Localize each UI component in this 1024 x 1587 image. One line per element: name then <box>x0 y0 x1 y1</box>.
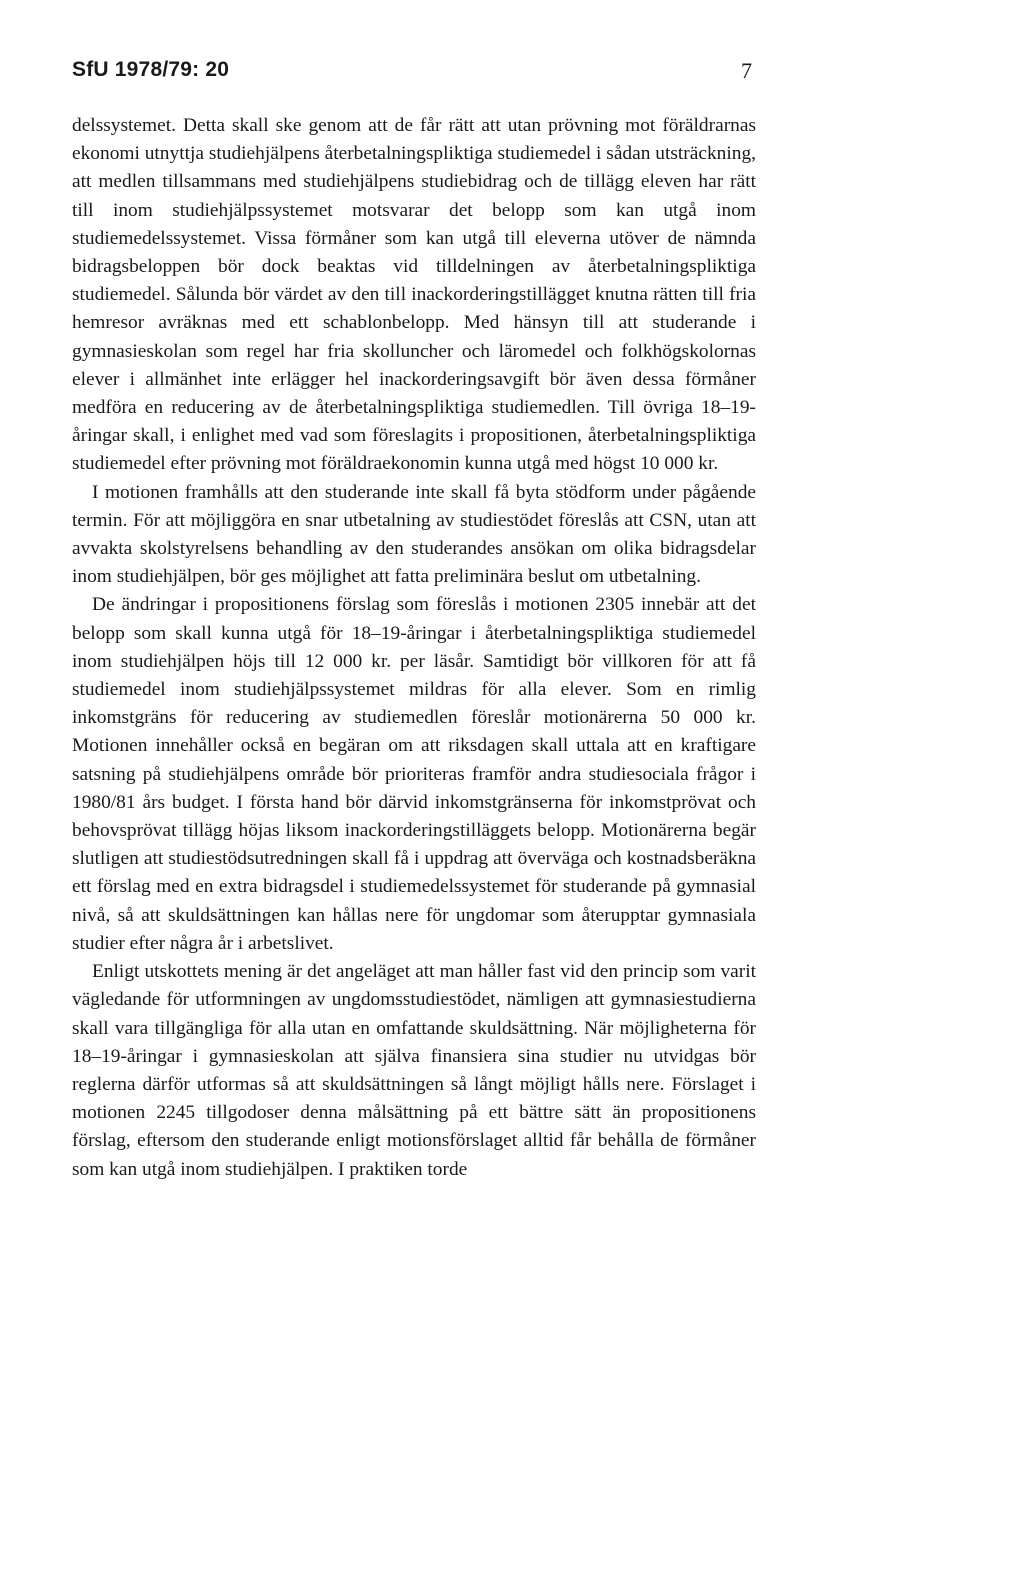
body-text <box>72 112 756 1184</box>
page-header <box>72 58 752 90</box>
document-reference: SfU 1978/79: 20 <box>72 58 230 81</box>
page-number: 7 <box>741 58 752 83</box>
paragraph: De ändringar i propositionens förslag som föreslås i motionen 2305 innebär att det belopp som skall kunna utgå för 18–19-åringar i återbetalningspliktiga studiemedel inom studiehjälpen höjs till 12 000 kr. per läsår. Samtidigt bör villkoren för att få studiemedel inom studiehjälpssystemet mildras för alla elever. Som en rimlig inkomstgräns för reducering av studiemedlen föreslår motionärerna 50 000 kr. Motionen innehåller också en begäran om att riksdagen skall uttala att en kraftigare satsning på studiehjälpens område bör prioriteras framför andra studiesociala frågor i 1980/81 års budget. I första hand bör därvid inkomstgränserna för inkomstprövat och behovsprövat tillägg höjas liksom inackorderingstilläggets belopp. Motionärerna begär slutligen att studiestödsutredningen skall få i uppdrag att överväga och kostnadsberäkna ett förslag med en extra bidragsdel i studiemedelssystemet för studerande på gymnasial nivå, så att skuldsättningen kan hållas nere för ungdomar som återupptar gymnasiala studier efter några år i arbetslivet. <box>72 594 756 954</box>
paragraph: I motionen framhålls att den studerande inte skall få byta stödform under pågående termin. För att möjliggöra en snar utbetalning av studiestödet föreslås att CSN, utan att avvakta skolstyrelsens behandling av den studerandes ansökan om olika bidragsdelar inom studiehjälpen, bör ges möjlighet att fatta preliminära beslut om utbetalning. <box>72 481 756 588</box>
paragraph: Enligt utskottets mening är det angeläget att man håller fast vid den princip som varit vägledande för utformningen av ungdomsstudiestödet, nämligen att gymnasiestudierna skall vara tillgängliga för alla utan en omfattande skuldsättning. När möjligheterna för 18–19-åringar i gymnasieskolan att själva finansiera sina studier nu utvidgas bör reglerna därför utformas så att skuldsättningen så långt möjligt hålls nere. Förslaget i motionen 2245 tillgodoser denna målsättning på ett bättre sätt än propositionens förslag, eftersom den studerande enligt motionsförslaget alltid får behålla de förmåner som kan utgå inom studiehjälpen. I praktiken torde <box>72 961 756 1180</box>
paragraph: delssystemet. Detta skall ske genom att de får rätt att utan prövning mot föräldrarnas ekonomi utnyttja studiehjälpens återbetalningspliktiga studiemedel i sådan utsträckning, att medlen tillsammans med studiehjälpens studiebidrag och de tillägg eleven har rätt till inom studiehjälpssystemet motsvarar det belopp som kan utgå inom studiemedelssystemet. Vissa förmåner som kan utgå till eleverna utöver de nämnda bidragsbeloppen bör dock beaktas vid tilldelningen av återbetalningspliktiga studiemedel. Sålunda bör värdet av den till inackorderingstillägget knutna rätten till fria hemresor avräknas med ett schablonbelopp. Med hänsyn till att studerande i gymnasieskolan som regel har fria skolluncher och läromedel och folkhögskolornas elever i allmänhet inte erlägger hel inackorderingsavgift bör även dessa förmåner medföra en reducering av de återbetalningspliktiga studiemedlen. Till övriga 18–19-åringar skall, i enlighet med vad som föreslagits i propositionen, återbetalningspliktiga studiemedel efter prövning mot föräldraekonomin kunna utgå med högst 10 000 kr. <box>72 115 756 475</box>
